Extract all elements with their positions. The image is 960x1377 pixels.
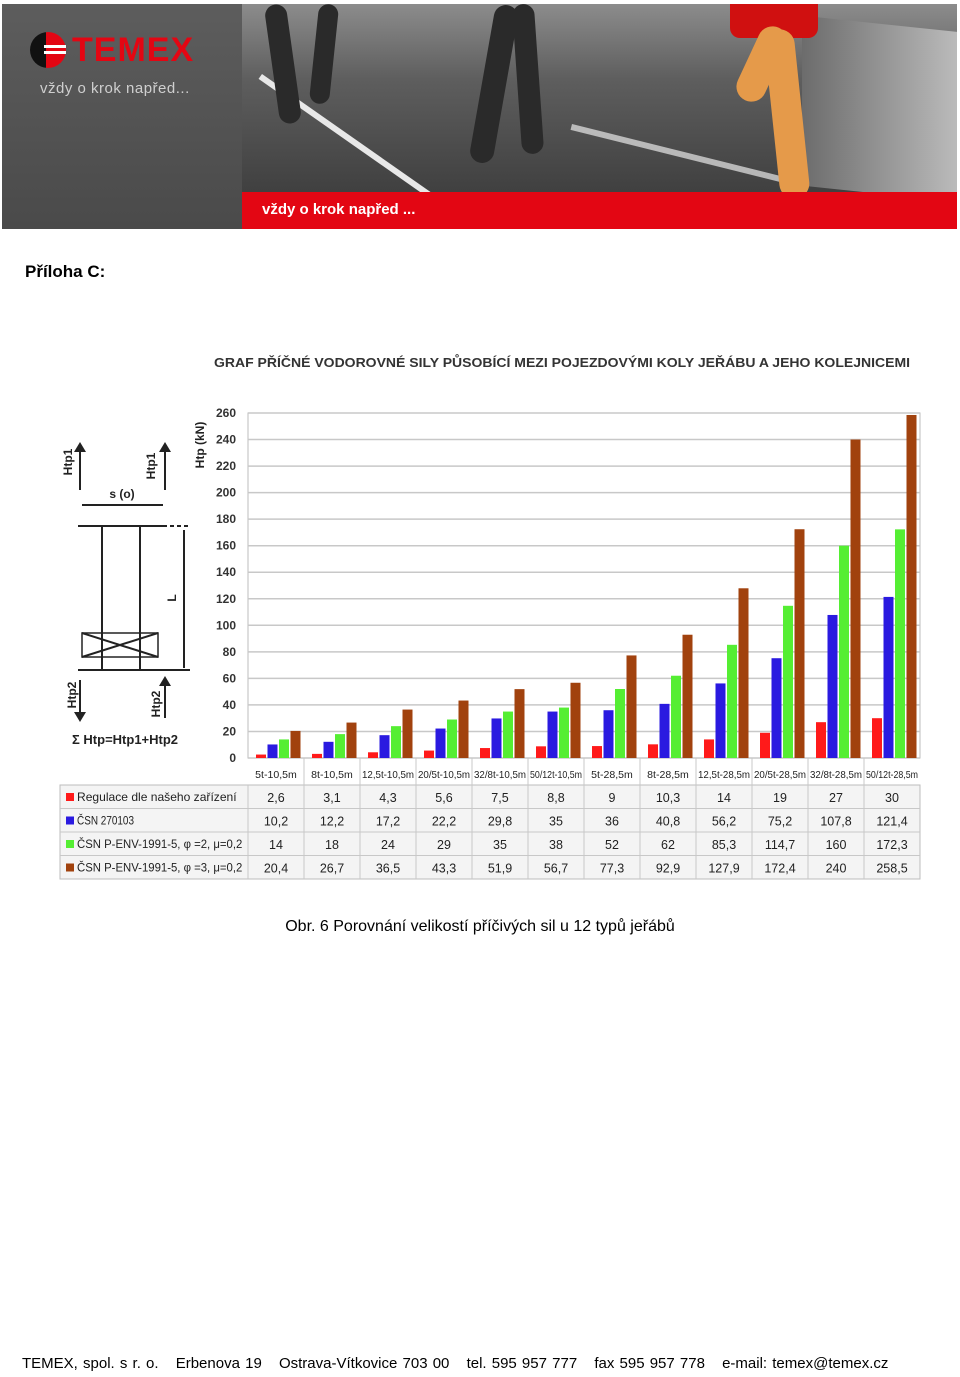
- footer-company: TEMEX, spol. s r. o.: [22, 1355, 159, 1372]
- label-htp2-right: Htp2: [149, 690, 163, 718]
- x-tick-label: 20/5t-28,5m: [754, 769, 807, 781]
- data-label: 92,9: [655, 861, 681, 876]
- data-label: 35: [549, 814, 563, 829]
- label-length-L: L: [165, 594, 179, 602]
- data-label: 160: [825, 838, 847, 852]
- y-tick-label: 220: [215, 459, 236, 474]
- footer-city: Ostrava-Vítkovice 703 00: [278, 1355, 450, 1372]
- banner-red-strip: [242, 192, 957, 229]
- y-tick-label: 0: [229, 751, 236, 765]
- data-label: 27: [829, 791, 843, 805]
- x-tick-label: 12,5t-28,5m: [698, 769, 751, 781]
- bar: [760, 733, 770, 758]
- bar: [368, 752, 378, 758]
- bar: [683, 635, 693, 758]
- x-tick-label: 32/8t-28,5m: [810, 769, 863, 781]
- legend-swatch: [66, 793, 74, 801]
- bar: [795, 529, 805, 758]
- bar: [447, 720, 457, 758]
- bar: [536, 746, 546, 758]
- data-label: 51,9: [487, 861, 513, 876]
- data-label: 172,3: [876, 838, 908, 852]
- bar: [559, 708, 569, 758]
- data-label: 62: [661, 838, 675, 852]
- data-label: 38: [549, 838, 563, 852]
- y-tick-label: 140: [215, 565, 236, 580]
- x-tick-label: 8t-10,5m: [311, 769, 354, 781]
- bar: [884, 597, 894, 758]
- bar: [895, 529, 905, 758]
- legend-swatch: [66, 840, 74, 848]
- footer-email: e-mail: temex@temex.cz: [722, 1355, 889, 1372]
- label-htp2-left: Htp2: [65, 681, 79, 709]
- y-tick-label: 80: [222, 644, 236, 659]
- bar: [268, 744, 278, 758]
- bar: [279, 739, 289, 758]
- x-tick-label: 50/12t-10,5m: [530, 769, 583, 781]
- footer-phone: tel. 595 957 777: [466, 1355, 578, 1372]
- data-label: 4,3: [379, 791, 397, 805]
- bar: [403, 710, 413, 758]
- footer-street: Erbenova 19: [175, 1355, 262, 1372]
- banner-photo: [242, 4, 957, 192]
- plot-background: [248, 413, 920, 758]
- logo-tagline: vždy o krok napřed...: [40, 80, 190, 97]
- bar: [907, 415, 917, 758]
- data-label: 56,2: [711, 814, 737, 829]
- logo-text: TEMEX: [72, 31, 195, 69]
- bar: [648, 744, 658, 758]
- data-label: 85,3: [711, 838, 737, 852]
- y-tick-label: 100: [215, 618, 236, 633]
- y-axis-label: Htp (kN): [193, 421, 207, 469]
- arrow-head: [159, 442, 171, 452]
- x-tick-label: 5t-10,5m: [255, 769, 298, 781]
- data-label: 9: [608, 791, 616, 805]
- bar: [571, 683, 581, 758]
- bar: [671, 676, 681, 758]
- bar: [627, 655, 637, 758]
- y-tick-label: 180: [215, 512, 236, 527]
- x-tick-label: 8t-28,5m: [647, 769, 690, 781]
- data-label: 36: [605, 814, 619, 829]
- bar: [492, 718, 502, 758]
- x-tick-label: 12,5t-10,5m: [362, 769, 415, 781]
- bar: [291, 731, 301, 758]
- y-tick-label: 40: [222, 697, 236, 712]
- legend-entry: ČSN 270103: [77, 813, 146, 828]
- data-label: 22,2: [431, 814, 457, 829]
- legend-entry: ČSN P-ENV-1991-5, φ =3, μ=0,2: [77, 860, 252, 875]
- crane-diagram: [61, 442, 190, 747]
- y-tick-label: 160: [215, 538, 236, 553]
- legend-entry: ČSN P-ENV-1991-5, φ =2, μ=0,2: [77, 837, 252, 851]
- data-label: 29: [437, 838, 451, 852]
- data-label: 14: [717, 791, 731, 805]
- label-sum-formula: Σ Htp=Htp1+Htp2: [72, 732, 179, 747]
- bar: [604, 710, 614, 758]
- label-span-s: s (o): [109, 487, 135, 501]
- data-label: 7,5: [491, 791, 509, 805]
- arrow-head: [159, 676, 171, 686]
- bar: [380, 735, 390, 758]
- x-tick-label: 5t-28,5m: [591, 769, 634, 781]
- bar: [727, 645, 737, 758]
- data-label: 20,4: [263, 861, 289, 876]
- figure-caption: Obr. 6 Porovnání velikostí příčivých sil u 12 typů jeřábů: [285, 918, 675, 935]
- bar: [816, 722, 826, 758]
- data-label: 2,6: [267, 791, 285, 805]
- x-tick-label: 32/8t-10,5m: [474, 769, 527, 781]
- data-label: 19: [773, 791, 787, 805]
- bar: [592, 746, 602, 758]
- data-label: 114,7: [764, 838, 796, 852]
- header-banner: [2, 4, 957, 229]
- data-label: 77,3: [599, 861, 625, 876]
- arrow-head: [74, 442, 86, 452]
- bar: [391, 726, 401, 758]
- bar: [424, 751, 434, 758]
- data-label: 18: [325, 838, 339, 852]
- label-htp1-right: Htp1: [144, 452, 158, 480]
- bar: [739, 588, 749, 758]
- y-tick-label: 60: [222, 671, 236, 686]
- data-label: 26,7: [319, 861, 345, 876]
- bar: [716, 683, 726, 758]
- data-label: 10,2: [263, 814, 289, 829]
- data-label: 29,8: [487, 814, 513, 829]
- bar: [515, 689, 525, 758]
- data-label: 36,5: [375, 861, 401, 876]
- bar: [772, 658, 782, 758]
- footer-fax: fax 595 957 778: [594, 1355, 705, 1372]
- data-label: 24: [381, 838, 395, 852]
- appendix-title: Příloha C:: [25, 262, 106, 281]
- x-tick-label: 20/5t-10,5m: [418, 769, 471, 781]
- data-label: 258,5: [876, 861, 908, 876]
- legend-swatch: [66, 817, 74, 825]
- data-label: 75,2: [767, 814, 793, 829]
- bar: [312, 754, 322, 758]
- data-label: 17,2: [375, 814, 401, 829]
- data-label: 127,9: [708, 861, 740, 876]
- arrow-head: [74, 712, 86, 722]
- chart-title: GRAF PŘÍČNÉ VODOROVNÉ SILY PŮSOBÍCÍ MEZI POJEZDOVÝMI KOLY JEŘÁBU A JEHO KOLEJNICEMI: [214, 355, 861, 370]
- data-label: 8,8: [547, 791, 565, 805]
- data-label: 10,3: [655, 791, 681, 805]
- bar: [324, 742, 334, 758]
- data-label: 240: [825, 861, 847, 876]
- bar: [347, 723, 357, 758]
- bar: [503, 712, 513, 758]
- banner-tagline: vždy o krok napřed ...: [262, 201, 416, 218]
- y-tick-label: 240: [215, 432, 236, 447]
- y-tick-label: 200: [215, 485, 236, 500]
- bar: [459, 701, 469, 758]
- temex-logo-icon: [30, 32, 66, 68]
- bar: [615, 689, 625, 758]
- data-label: 5,6: [435, 791, 453, 805]
- bar: [851, 440, 861, 758]
- data-label: 121,4: [876, 814, 908, 829]
- data-label: 52: [605, 838, 619, 852]
- crane-force-chart: [0, 340, 960, 890]
- bar: [548, 712, 558, 758]
- bar: [335, 734, 345, 758]
- bar: [256, 755, 266, 758]
- y-tick-label: 260: [215, 406, 236, 420]
- bar: [480, 748, 490, 758]
- data-label: 43,3: [431, 861, 457, 876]
- bar: [872, 718, 882, 758]
- data-label: 14: [269, 838, 283, 852]
- bar: [660, 704, 670, 758]
- bar: [783, 606, 793, 758]
- bar: [436, 729, 446, 758]
- y-tick-label: 120: [215, 591, 236, 606]
- footer: [22, 1355, 900, 1372]
- data-label: 35: [493, 838, 507, 852]
- bar: [828, 615, 838, 758]
- bar: [839, 546, 849, 758]
- data-label: 40,8: [655, 814, 681, 829]
- label-htp1-left: Htp1: [61, 448, 75, 476]
- logo-panel: [2, 4, 242, 229]
- data-label: 30: [885, 791, 899, 805]
- data-label: 107,8: [820, 814, 852, 829]
- legend-entry: Regulace dle našeho zařízení: [77, 790, 238, 804]
- data-label: 172,4: [764, 861, 796, 876]
- x-tick-label: 50/12t-28,5m: [866, 769, 919, 781]
- legend-swatch: [66, 864, 74, 872]
- data-label: 56,7: [543, 861, 569, 876]
- plot-area: [193, 406, 920, 781]
- bar: [704, 739, 714, 758]
- data-label: 3,1: [323, 791, 341, 805]
- y-tick-label: 20: [222, 724, 236, 739]
- data-label: 12,2: [319, 814, 345, 829]
